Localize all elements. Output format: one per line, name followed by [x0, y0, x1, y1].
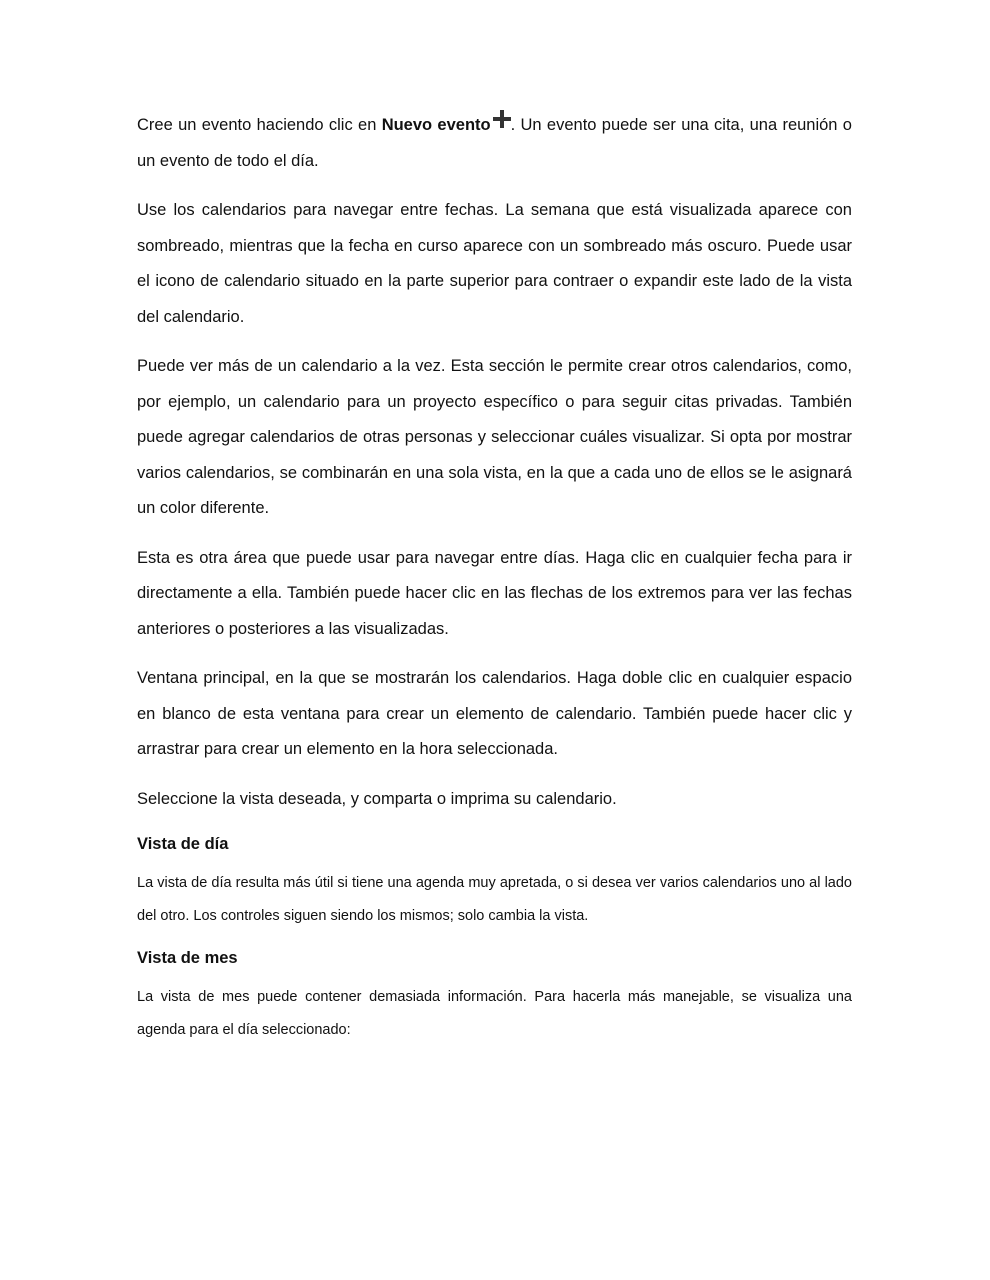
paragraph-main-window: Ventana principal, en la que se mostrarán los calendarios. Haga doble clic en cualquier espacio en blanco de esta ventana para crear un elemento de calendario. También puede hacer clic y arrastrar para crear un elemento en la hora seleccionada. [137, 669, 852, 758]
heading-day-view: Vista de día [137, 835, 229, 853]
paragraph-calendars-navigation: Use los calendarios para navegar entre fechas. La semana que está visualizada aparece con sombreado, mientras que la fecha en curso aparece con un sombreado más oscuro. Puede usar el icono de calendario situado en la parte superior para contraer o expandir este lado de la vista del calendario. [137, 201, 852, 326]
paragraph-select-view: Seleccione la vista deseada, y comparta o imprima su calendario. [137, 789, 617, 808]
plus-icon [493, 110, 511, 128]
new-event-text-after: . Un evento puede ser una cita, una reunión o un evento de todo el día. [137, 116, 852, 170]
paragraph-new-event [137, 108, 852, 179]
heading-month-view: Vista de mes [137, 949, 238, 967]
paragraph-month-view: La vista de mes puede contener demasiada información. Para hacerla más manejable, se visualiza una agenda para el día seleccionado: [137, 989, 852, 1038]
new-event-text-before: Cree un evento haciendo clic en [137, 116, 382, 134]
paragraph-day-view: La vista de día resulta más útil si tiene una agenda muy apretada, o si desea ver varios calendarios uno al lado del otro. Los controles siguen siendo los mismos; solo cambia la vista. [137, 875, 852, 924]
paragraph-day-navigation: Esta es otra área que puede usar para navegar entre días. Haga clic en cualquier fecha para ir directamente a ella. También puede hacer clic en las flechas de los extremos para ver las fechas anteriores o posteriores a las visualizadas. [137, 548, 852, 638]
document-page [137, 108, 852, 1059]
paragraph-multiple-calendars: Puede ver más de un calendario a la vez. Esta sección le permite crear otros calendarios, como, por ejemplo, un calendario para un proyecto específico o para seguir citas privadas. También puede agregar calendarios de otras personas y seleccionar cuáles visualizar. Si opta por mostrar varios calendarios, se combinarán en una sola vista, en la que a cada uno de ellos se le asignará un color diferente. [137, 357, 852, 517]
new-event-label: Nuevo evento [381, 116, 491, 134]
